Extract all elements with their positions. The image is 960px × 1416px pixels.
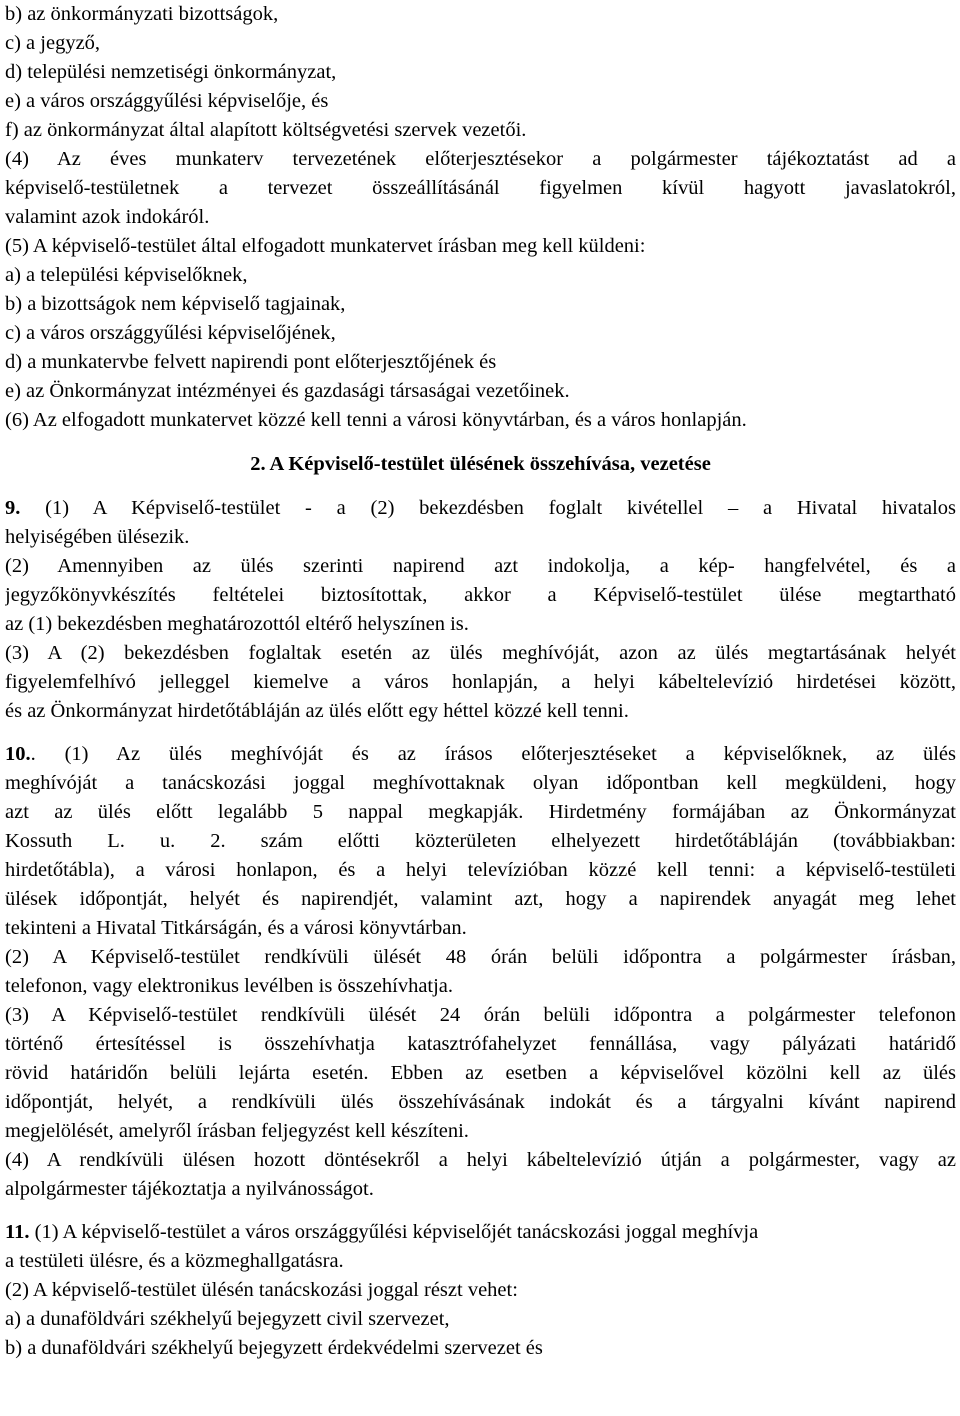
section-10-first-line [5, 740, 956, 769]
paragraph-line: történő értesítéssel is összehívhatja katasztrófahelyzet fennállása, vagy pályázati határidő [5, 1033, 956, 1055]
paragraph-line: jegyzőkönyvkészítés feltételei biztosítottak, akkor a Képviselő-testület ülése megtartható [5, 584, 956, 606]
paragraph-line: tekinteni a Hivatal Titkárságán, és a városi könyvtárban. [5, 917, 467, 939]
paragraph-line: hirdetőtábla), a városi honlapon, és a helyi televízióban közzé kell tenni: a képviselő-testületi [5, 859, 956, 881]
list-item: d) a munkatervbe felvett napirendi pont előterjesztőjének és [5, 351, 497, 373]
list-item: e) az Önkormányzat intézményei és gazdasági társaságai vezetőinek. [5, 380, 570, 402]
list-item: f) az önkormányzat által alapított költségvetési szervek vezetői. [5, 119, 527, 141]
paragraph-line: a testületi ülésre, és a közmeghallgatásra. [5, 1250, 344, 1272]
paragraph-line: az (1) bekezdésben meghatározottól eltérő helyszínen is. [5, 613, 469, 635]
paragraph-line: telefonon, vagy elektronikus levélben is összehívhatja. [5, 975, 454, 997]
paragraph-line: (3) A (2) bekezdésben foglaltak esetén az ülés meghívóját, azon az ülés megtartásának helyét [5, 642, 956, 664]
paragraph-line: (2) Amennyiben az ülés szerinti napirend azt indokolja, a kép- hangfelvétel, és a [5, 555, 956, 577]
paragraph-line: figyelemfelhívó jelleggel kiemelve a város honlapján, a helyi kábeltelevízió hirdetései között, [5, 671, 956, 693]
list-item: c) a város országgyűlési képviselőjének, [5, 322, 336, 344]
paragraph-line: helyiségében ülésezik. [5, 526, 190, 548]
paragraph-line: Kossuth L. u. 2. szám előtti közterületen elhelyezett hirdetőtábláján (továbbiakban: [5, 830, 956, 852]
list-item: b) a bizottságok nem képviselő tagjainak, [5, 293, 346, 315]
section-heading: 2. A Képviselő-testület ülésének összehívása, vezetése [250, 453, 711, 475]
paragraph-line: (4) Az éves munkaterv tervezetének előterjesztésekor a polgármester tájékoztatást ad a [5, 148, 956, 170]
paragraph-line: alpolgármester tájékoztatja a nyilvánosságot. [5, 1178, 374, 1200]
paragraph-line: képviselő-testületnek a tervezet összeállításánál figyelmen kívül hagyott javaslatokról, [5, 177, 956, 199]
list-item: c) a jegyző, [5, 32, 101, 54]
section-number: 10. [5, 743, 31, 765]
paragraph-line: (5) A képviselő-testület által elfogadott munkatervet írásban meg kell küldeni: [5, 235, 646, 257]
paragraph-line: meghívóját a tanácskozási joggal meghívottaknak olyan időpontban kell megküldeni, hogy [5, 772, 956, 794]
section-text: (1) A képviselő-testület a város országgyűlési képviselőjét tanácskozási joggal meghívja [29, 1221, 759, 1243]
paragraph-line: azt az ülés előtt legalább 5 nappal megkapják. Hirdetmény formájában az Önkormányzat [5, 801, 956, 823]
section-text: . (1) Az ülés meghívóját és az írásos előterjesztéseket a képviselőknek, az ülés [30, 743, 956, 765]
paragraph-line: megjelölését, amelyről írásban feljegyzést kell készíteni. [5, 1120, 469, 1142]
paragraph-line: időpontját, helyét, a rendkívüli ülés összehívásának indokát és a tárgyalni kívánt napirend [5, 1091, 956, 1113]
paragraph-line: (3) A Képviselő-testület rendkívüli ülését 24 órán belüli időpontra a polgármester telefonon [5, 1004, 956, 1026]
paragraph-line: (2) A Képviselő-testület rendkívüli ülését 48 órán belüli időpontra a polgármester írásban, [5, 946, 956, 968]
paragraph-line: (2) A képviselő-testület ülésén tanácskozási joggal részt vehet: [5, 1279, 518, 1301]
list-item: b) az önkormányzati bizottságok, [5, 3, 279, 25]
paragraph-line: rövid határidőn belüli lejárta esetén. Ebben az esetben a képviselővel közölni kell az ülés [5, 1062, 956, 1084]
list-item: d) települési nemzetiségi önkormányzat, [5, 61, 337, 83]
list-item: a) a dunaföldvári székhelyű bejegyzett civil szervezet, [5, 1308, 450, 1330]
section-number: 11. [5, 1221, 30, 1243]
list-item: a) a települési képviselőknek, [5, 264, 248, 286]
section-number: 9. [5, 497, 21, 519]
list-item: e) a város országgyűlési képviselője, és [5, 90, 329, 112]
paragraph-line: valamint azok indokáról. [5, 206, 210, 228]
paragraph-line: (6) Az elfogadott munkatervet közzé kell tenni a városi könyvtárban, és a város honlapján. [5, 409, 747, 431]
section-text: (1) A Képviselő-testület - a (2) bekezdésben foglalt kivétellel – a Hivatal hivatalos [20, 497, 956, 519]
paragraph-line: és az Önkormányzat hirdetőtábláján az ülés előtt egy héttel közzé kell tenni. [5, 700, 629, 722]
section-11-first-line [5, 1218, 956, 1247]
list-item: b) a dunaföldvári székhelyű bejegyzett érdekvédelmi szervezet és [5, 1337, 543, 1359]
section-9-first-line [5, 494, 956, 523]
paragraph-line: ülések időpontját, helyét és napirendjét, valamint azt, hogy a napirendek anyagát meg lehet [5, 888, 956, 910]
paragraph-line: (4) A rendkívüli ülésen hozott döntésekről a helyi kábeltelevízió útján a polgármester, vagy az [5, 1149, 956, 1171]
